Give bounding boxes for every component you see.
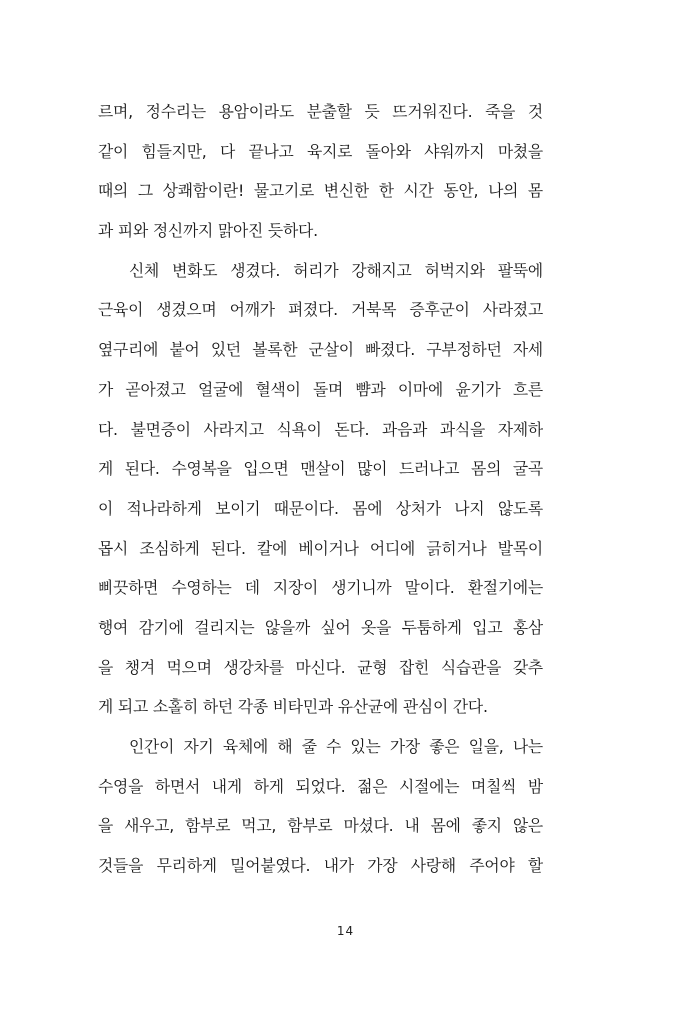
text-line: 옆구리에 붙어 있던 볼록한 군살이 빠졌다. 구부정하던 자세	[98, 340, 543, 360]
text-line: 다. 불면증이 사라지고 식욕이 돈다. 과음과 과식을 자제하	[98, 419, 543, 439]
text-line: 같이 힘들지만, 다 끝나고 육지로 돌아와 샤워까지 마쳤을	[98, 141, 543, 161]
text-line: 게 된다. 수영복을 입으면 맨살이 많이 드러나고 몸의 굴곡	[98, 459, 543, 479]
text-line: 때의 그 상쾌함이란! 물고기로 변신한 한 시간 동안, 나의 몸	[98, 181, 543, 201]
text-line: 르며, 정수리는 용암이라도 분출할 듯 뜨거워진다. 죽을 것	[98, 102, 543, 121]
body-text	[98, 96, 543, 890]
text-line: 을 새우고, 함부로 먹고, 함부로 마셨다. 내 몸에 좋지 않은	[98, 816, 543, 836]
text-line: 과 피와 정신까지 맑아진 듯하다.	[98, 221, 318, 241]
text-line: 신체 변화도 생겼다. 허리가 강해지고 허벅지와 팔뚝에	[129, 260, 543, 280]
text-line: 몹시 조심하게 된다. 칼에 베이거나 어디에 긁히거나 발목이	[98, 538, 543, 558]
text-line: 삐끗하면 수영하는 데 지장이 생기니까 말이다. 환절기에는	[98, 578, 543, 598]
text-line: 가 곧아졌고 얼굴에 혈색이 돌며 뺨과 이마에 윤기가 흐른	[98, 379, 543, 399]
text-line: 이 적나라하게 보이기 때문이다. 몸에 상처가 나지 않도록	[98, 498, 543, 518]
page-number: 14	[336, 924, 355, 938]
text-line: 근육이 생겼으며 어깨가 펴졌다. 거북목 증후군이 사라졌고	[98, 300, 543, 320]
text-line: 을 챙겨 먹으며 생강차를 마신다. 균형 잡힌 식습관을 갖추	[98, 657, 543, 677]
text-line: 수영을 하면서 내게 하게 되었다. 젊은 시절에는 며칠씩 밤	[98, 776, 543, 796]
text-line: 것들을 무리하게 밀어붙였다. 내가 가장 사랑해 주어야 할	[98, 856, 543, 876]
text-line: 행여 감기에 걸리지는 않을까 싶어 옷을 두툼하게 입고 홍삼	[98, 617, 543, 637]
text-line: 게 되고 소홀히 하던 각종 비타민과 유산균에 관심이 간다.	[98, 697, 488, 717]
text-line: 인간이 자기 육체에 해 줄 수 있는 가장 좋은 일을, 나는	[129, 737, 543, 756]
